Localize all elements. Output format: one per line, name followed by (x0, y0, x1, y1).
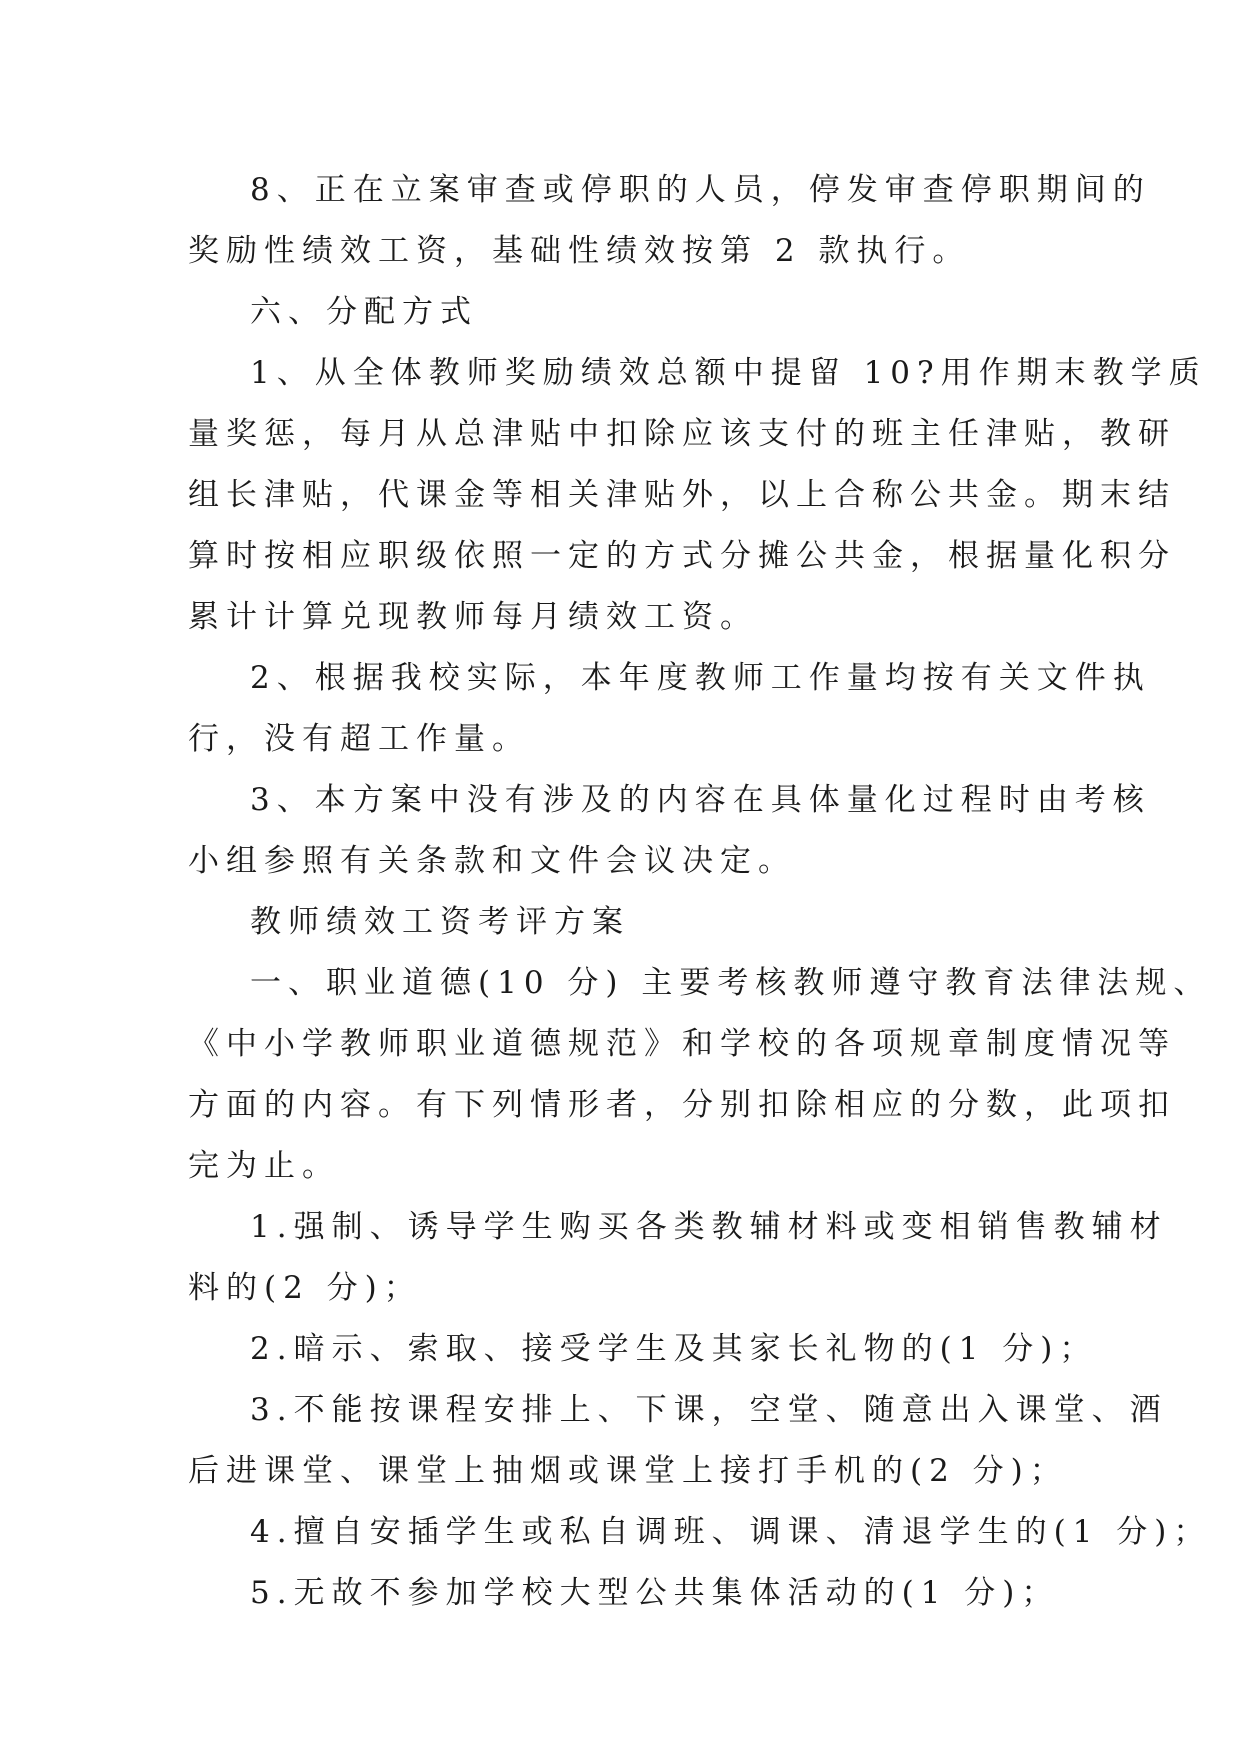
list-item-line: 3.不能按课程安排上、下课，空堂、随意出入课堂、酒 (250, 1392, 1168, 1428)
paragraph-line: 方面的内容。有下列情形者，分别扣除相应的分数，此项扣 (188, 1087, 1176, 1123)
section-heading: 教师绩效工资考评方案 (250, 904, 630, 940)
paragraph-line: 8、正在立案审查或停职的人员，停发审查停职期间的 (250, 172, 1151, 208)
document-page (188, 160, 1212, 1624)
list-item-line: 4.擅自安插学生或私自调班、调课、清退学生的(1 分)； (250, 1514, 1212, 1550)
paragraph-line: 累计计算兑现教师每月绩效工资。 (188, 599, 758, 635)
list-item-line: 1.强制、诱导学生购买各类教辅材料或变相销售教辅材 (250, 1209, 1168, 1245)
paragraph-line: 小组参照有关条款和文件会议决定。 (188, 843, 796, 879)
section-heading: 六、分配方式 (250, 294, 478, 330)
paragraph-line: 3、本方案中没有涉及的内容在具体量化过程时由考核 (250, 782, 1151, 818)
paragraph-line: 《中小学教师职业道德规范》和学校的各项规章制度情况等 (188, 1026, 1176, 1062)
paragraph-line: 奖励性绩效工资，基础性绩效按第 2 款执行。 (188, 233, 971, 269)
list-item-line: 料的(2 分)； (188, 1270, 422, 1306)
paragraph-line: 2、根据我校实际，本年度教师工作量均按有关文件执 (250, 660, 1151, 696)
list-item-line: 后进课堂、课堂上抽烟或课堂上接打手机的(2 分)； (188, 1453, 1068, 1489)
list-item-line: 5.无故不参加学校大型公共集体活动的(1 分)； (250, 1575, 1060, 1611)
paragraph-line: 算时按相应职级依照一定的方式分摊公共金，根据量化积分 (188, 538, 1176, 574)
list-item-line: 2.暗示、索取、接受学生及其家长礼物的(1 分)； (250, 1331, 1098, 1367)
paragraph-line: 一、职业道德(10 分) 主要考核教师遵守教育法律法规、 (250, 965, 1212, 1001)
paragraph-line: 行，没有超工作量。 (188, 721, 530, 757)
paragraph-line: 1、从全体教师奖励绩效总额中提留 10?用作期末教学质 (250, 355, 1207, 391)
paragraph-line: 完为止。 (188, 1148, 340, 1184)
paragraph-line: 量奖惩，每月从总津贴中扣除应该支付的班主任津贴，教研 (188, 416, 1176, 452)
paragraph-line: 组长津贴，代课金等相关津贴外，以上合称公共金。期末结 (188, 477, 1176, 513)
